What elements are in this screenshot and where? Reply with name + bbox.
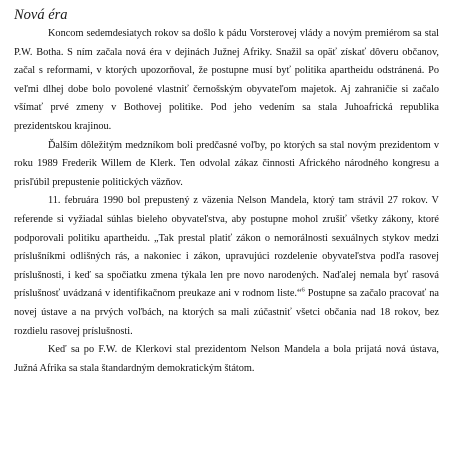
paragraph-3 [14, 192, 439, 341]
paragraph-4-text: Keď sa po F.W. de Klerkovi stal prezidentom Nelson Mandela a bola prijatá nová ústava, Južná Afrika sa stala štandardným demokratickým štátom. [14, 344, 439, 374]
paragraph-1 [14, 25, 439, 137]
paragraph-2 [14, 137, 439, 193]
paragraph-3-text-after: Postupne sa začalo pracovať na novej ústave a na prvých voľbách, na ktorých sa mali zúčastniť všetci občania nad 18 rokov, bez rozdielu rasovej príslušnosti. [14, 288, 439, 337]
paragraph-1-text: Koncom sedemdesiatych rokov sa došlo k pádu Vorsterovej vlády a novým premiérom sa stal P.W. Botha. S ním začala nová éra v dejinách Južnej Afriky. Snažil sa opäť získať dôveru občanov, začal s reformami, v ktorých upozorňoval, že postupne musí byť politika apartheidu odstránená. Po veľmi dlhej dobe bolo povolené vlastniť černošským obyvateľom majetok. Aj zahraničie si začalo všímať prvé zmeny v Bothovej politike. Pod jeho vedením sa stala Juhoafrická republika prezidentskou krajinou. [14, 28, 439, 132]
paragraph-3-text: 11. februára 1990 bol prepustený z väzenia Nelson Mandela, ktorý tam strávil 27 rokov. V referende si vyžiadal súhlas bieleho obyvateľstva, aby postupne mohol zrušiť všetky zákony, ktoré podporovali politiku apartheidu. „Tak prestal platiť zákon o nemorálnosti sexuálnych stykov medzi príslušníkmi odlišných rás, a nakoniec i zákon, upravujúci rozdelenie obyvateľstva podľa rasovej príslušnosti, i keď sa spočiatku zmena týkala len pre novo narodených. Naďalej nemala byť rasová príslušnosť uvádzaná v identifikačnom preukaze ani v rodnom liste.“ [14, 195, 439, 300]
document-page [14, 6, 439, 378]
section-heading: Nová éra [14, 7, 68, 23]
paragraph-4 [14, 341, 439, 378]
paragraph-2-text: Ďalším dôležitým medzníkom boli predčasné voľby, po ktorých sa stal novým prezidentom v roku 1989 Frederik Willem de Klerk. Ten odvolal zákaz činnosti Afrického národného kongresu a prisľúbil prepustenie politických väzňov. [14, 139, 439, 188]
footnote-marker[interactable]: 6 [301, 286, 305, 294]
